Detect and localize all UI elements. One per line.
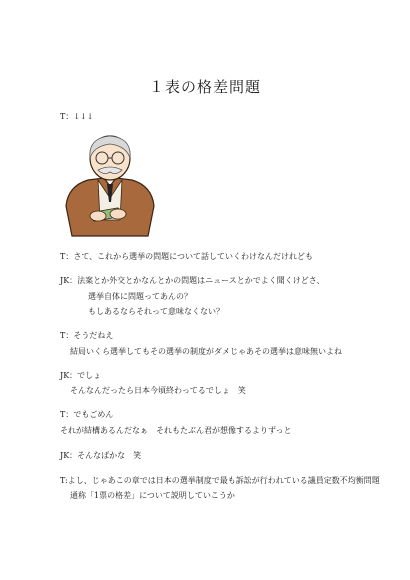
text-line: 選挙自体に問題ってあんの？	[88, 292, 192, 301]
text-line-arrows: T：↓↓↓	[60, 112, 94, 121]
text-line: そんなんだったら日本今頃終わってるでしょ 笑	[70, 386, 246, 395]
text-line: T：そうだねえ	[60, 331, 114, 340]
text-line: JK：でしょ	[60, 371, 102, 380]
text-line: T:よし、じゃあこの章では日本の選挙制度で最も訴訟が行われている議員定数不均衡問題	[60, 476, 380, 485]
text-line: もしあるならそれって意味なくない？	[88, 307, 224, 316]
teacher-illustration	[58, 128, 162, 238]
text-line: 通称「1票の格差」について説明していこうか	[70, 491, 235, 500]
text-line: 結局いくら選挙してもその選挙の制度がダメじゃあその選挙は意味無いよね	[70, 347, 342, 356]
text-line: それが結構あるんだなぁ それもたぶん君が想像するよりずっと	[60, 426, 292, 435]
text-line: JK：法案とか外交とかなんとかの問題はニュースとかでよく聞くけどさ、	[60, 276, 325, 285]
text-line: T：でもごめん	[60, 410, 114, 419]
page-title: １表の格差問題	[148, 78, 261, 96]
text-line: JK：そんなばかな 笑	[60, 451, 142, 460]
text-line: T：さて、これから選挙の問題について話していくわけなんだけれども	[60, 252, 314, 261]
